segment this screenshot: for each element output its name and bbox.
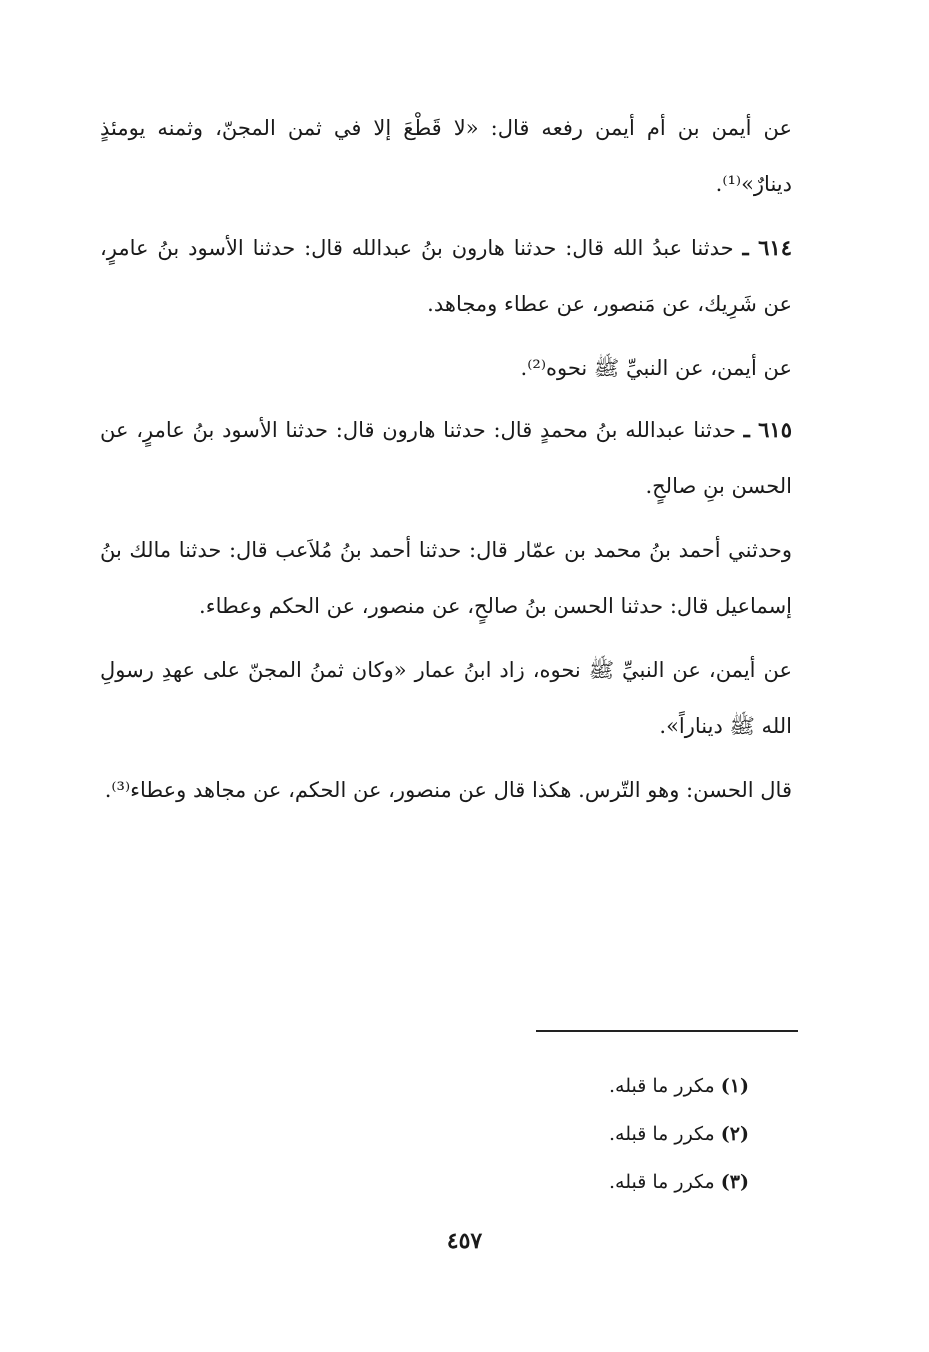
paragraph-text: حدثنا عبدُ الله قال: حدثنا هارون بنُ عبدالله قال: حدثنا الأسود بنُ عامرٍ، عن شَرِيك، عن مَنصور، عن عطاء ومجاهد.	[100, 236, 792, 316]
hadith-number: ٦١٥ ـ	[743, 417, 792, 442]
paragraph	[100, 402, 792, 514]
hadith-number: ٦١٤ ـ	[742, 235, 792, 260]
footnote	[349, 1110, 749, 1158]
paragraph-text: عن أيمن بن أم أيمن رفعه قال: «لا قَطْعَ إلا في ثمن المجنّ، وثمنه يومئذٍ دينارٌ»⁽¹⁾.	[100, 116, 792, 196]
paragraph-text: وحدثني أحمد بنُ محمد بن عمّار قال: حدثنا أحمد بنُ مُلاَعب قال: حدثنا مالك بنُ إسماعيل قال: حدثنا الحسن بنُ صالحٍ، عن منصور، عن الحكم وعطاء.	[100, 538, 792, 618]
footnote-text: مكرر ما قبله.	[609, 1075, 715, 1097]
footnote-divider	[536, 1030, 798, 1032]
footnote	[349, 1158, 749, 1206]
paragraph	[100, 340, 792, 396]
page-number: ٤٥٧	[446, 1228, 483, 1254]
footnote-number: (٣)	[720, 1171, 749, 1193]
main-text	[100, 100, 792, 826]
paragraph	[100, 100, 792, 212]
paragraph	[100, 762, 792, 818]
footnote	[349, 1062, 749, 1110]
paragraph	[100, 642, 792, 754]
footnote-text: مكرر ما قبله.	[609, 1123, 715, 1145]
paragraph-text: عن أيمن، عن النبيِّ ﷺ نحوه⁽²⁾.	[520, 356, 792, 380]
paragraph	[100, 220, 792, 332]
paragraph-text: قال الحسن: وهو التّرس. هكذا قال عن منصور، عن الحكم، عن مجاهد وعطاء⁽³⁾.	[104, 778, 792, 802]
footnotes	[349, 1062, 749, 1206]
paragraph-text: عن أيمن، عن النبيِّ ﷺ نحوه، زاد ابنُ عمار «وكان ثمنُ المجنّ على عهدِ رسولِ الله ﷺ ديناراً».	[100, 658, 792, 738]
footnote-text: مكرر ما قبله.	[609, 1171, 715, 1193]
paragraph-text: حدثنا عبدالله بنُ محمدٍ قال: حدثنا هارون قال: حدثنا الأسود بنُ عامرٍ، عن الحسن بنِ صالحٍ.	[100, 418, 792, 498]
footnote-number: (٢)	[720, 1123, 749, 1145]
footnote-number: (١)	[720, 1075, 749, 1097]
paragraph	[100, 522, 792, 634]
